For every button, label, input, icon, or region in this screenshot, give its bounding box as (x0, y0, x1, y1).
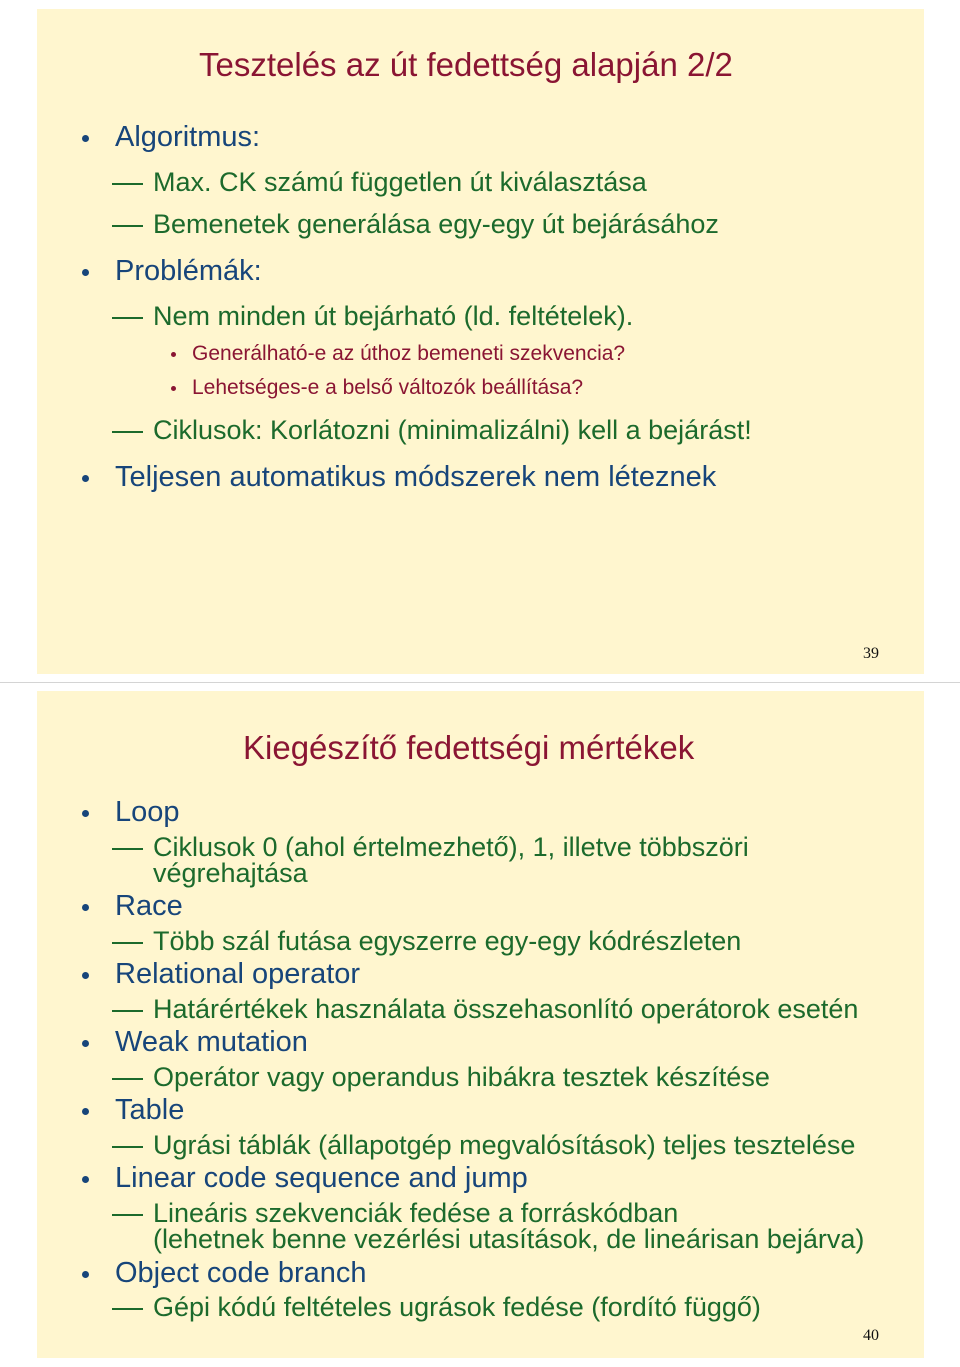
bullet-item: Relational operator (115, 958, 361, 990)
bullet-item: Linear code sequence and jump (115, 1162, 528, 1194)
slide-39 (37, 9, 924, 674)
bullet-item: Race (115, 890, 183, 922)
sub-sub-item: Lehetséges-e a belső változók beállítása? (192, 376, 584, 399)
sub-item: Gépi kódú feltételes ugrások fedése (fordító függő) (153, 1292, 761, 1322)
bullet-item: Table (115, 1094, 185, 1126)
sub-sub-item: Generálható-e az úthoz bemeneti szekvencia? (192, 342, 626, 365)
sub-item: Bemenetek generálása egy-egy út bejárásához (153, 209, 719, 239)
bullet-item: Weak mutation (115, 1026, 308, 1058)
bullet-item: Loop (115, 796, 180, 828)
sub-item: Operátor vagy operandus hibákra tesztek készítése (153, 1062, 770, 1092)
sub-item: Határértékek használata összehasonlító operátorok esetén (153, 994, 859, 1024)
page-number: 40 (863, 1327, 879, 1344)
bullet-item: Object code branch (115, 1257, 367, 1289)
sub-item: Nem minden út bejárható (ld. feltételek). (153, 301, 634, 331)
slide-40 (37, 691, 924, 1358)
sub-item: Ugrási táblák (állapotgép megvalósítások) teljes tesztelése (153, 1130, 856, 1160)
bullet-item: Algoritmus: (115, 121, 261, 153)
bullet-item: Teljesen automatikus módszerek nem léteznek (115, 461, 717, 493)
sub-item: Lineáris szekvenciák fedése a forráskódban (153, 1198, 679, 1228)
slide-title: Kiegészítő fedettségi mértékek (243, 729, 695, 766)
sub-item: Ciklusok 0 (ahol értelmezhető), 1, illetve többszöri (153, 832, 749, 862)
page-divider (0, 682, 960, 683)
sub-item: Max. CK számú független út kiválasztása (153, 167, 647, 197)
bullet-item: Problémák: (115, 255, 262, 287)
page-number: 39 (863, 645, 879, 662)
slide-title: Tesztelés az út fedettség alapján 2/2 (199, 46, 733, 83)
sub-item-continuation: (lehetnek benne vezérlési utasítások, de lineárisan bejárva) (153, 1224, 865, 1254)
sub-item-continuation: végrehajtása (153, 858, 308, 888)
sub-item: Ciklusok: Korlátozni (minimalizálni) kell a bejárást! (153, 415, 752, 445)
sub-item: Több szál futása egyszerre egy-egy kódrészleten (153, 926, 742, 956)
